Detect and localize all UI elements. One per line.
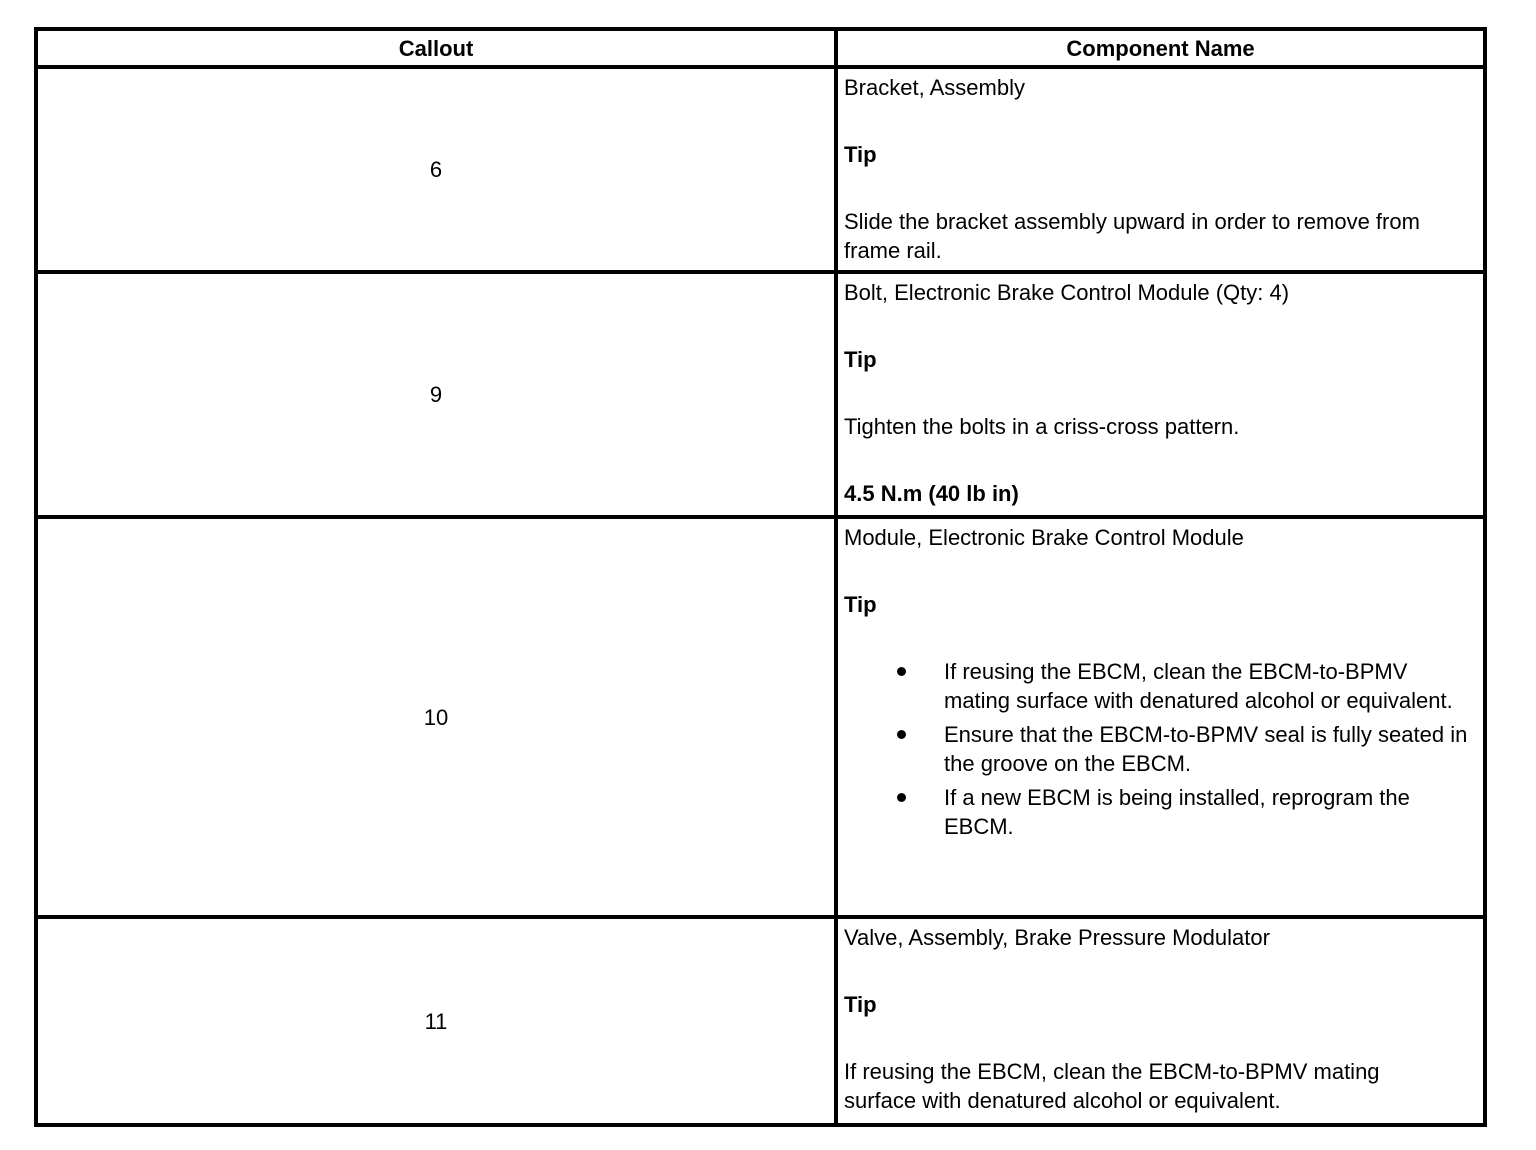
component-name: Bracket, Assembly	[844, 75, 1025, 100]
component-name: Valve, Assembly, Brake Pressure Modulator	[844, 925, 1270, 950]
table-header-row	[36, 29, 1485, 67]
bullet-icon	[897, 793, 906, 802]
tip-label: Tip	[844, 347, 877, 372]
callout-number: 9	[36, 272, 836, 517]
bullet-text: If a new EBCM is being installed, reprogram the EBCM.	[944, 785, 1410, 839]
component-cell	[836, 272, 1485, 517]
tip-text: If reusing the EBCM, clean the EBCM-to-BPMV mating surface with denatured alcohol or equivalent.	[844, 1059, 1380, 1113]
callout-number: 10	[36, 517, 836, 917]
component-name: Bolt, Electronic Brake Control Module (Qty: 4)	[844, 280, 1290, 305]
component-cell	[836, 917, 1485, 1125]
bullet-text: Ensure that the EBCM-to-BPMV seal is fully seated in the groove on the EBCM.	[944, 722, 1468, 776]
component-name: Module, Electronic Brake Control Module	[844, 525, 1244, 550]
callout-table	[34, 27, 1487, 1127]
table-row	[36, 272, 1485, 517]
header-component-name: Component Name	[836, 29, 1485, 67]
tip-list	[844, 657, 1475, 841]
tip-label: Tip	[844, 592, 877, 617]
bullet-icon	[897, 730, 906, 739]
tip-text: Slide the bracket assembly upward in order to remove from frame rail.	[844, 209, 1420, 263]
bullet-icon	[897, 667, 906, 676]
torque-spec: 4.5 N.m (40 lb in)	[844, 481, 1019, 506]
tip-text: Tighten the bolts in a criss-cross pattern.	[844, 414, 1240, 439]
table-row	[36, 517, 1485, 917]
bullet-text: If reusing the EBCM, clean the EBCM-to-BPMV mating surface with denatured alcohol or equivalent.	[944, 659, 1453, 713]
component-cell	[836, 517, 1485, 917]
callout-number: 11	[36, 917, 836, 1125]
table-row	[36, 917, 1485, 1125]
header-callout: Callout	[36, 29, 836, 67]
tip-label: Tip	[844, 142, 877, 167]
tip-bullet	[844, 783, 1475, 841]
table-row	[36, 67, 1485, 272]
tip-label: Tip	[844, 992, 877, 1017]
component-cell	[836, 67, 1485, 272]
tip-bullet	[844, 720, 1475, 778]
callout-number: 6	[36, 67, 836, 272]
tip-bullet	[844, 657, 1475, 715]
